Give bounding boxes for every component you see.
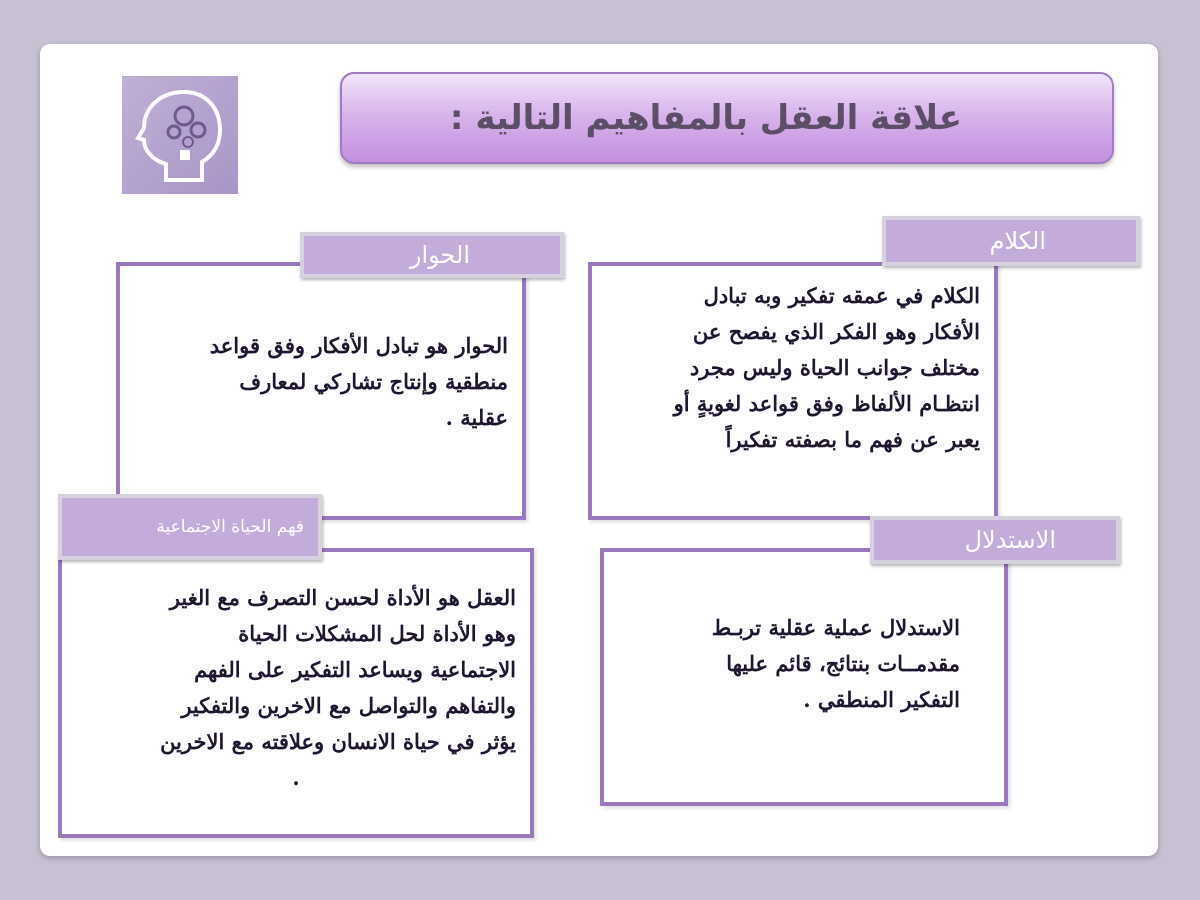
- hiwar-label: [300, 232, 564, 278]
- kalam-line: انتظـام الألفاظ وفق قواعد لغويةٍ أو: [673, 391, 980, 416]
- hayat-line: الاجتماعية ويساعد التفكير على الفهم: [194, 657, 516, 682]
- hayat-label-text: فهم الحياة الاجتماعية: [156, 517, 304, 537]
- hayat-line: العقل هو الأداة لحسن التصرف مع الغير: [169, 585, 516, 610]
- istidlal-line: مقدمــات بنتائج، قائم عليها: [726, 651, 960, 676]
- kalam-line: مختلف جوانب الحياة وليس مجرد: [689, 355, 980, 380]
- kalam-box: [588, 262, 998, 520]
- hayat-label: [58, 494, 322, 560]
- hayat-line: يؤثر في حياة الانسان وعلاقته مع الاخرين: [160, 729, 516, 754]
- hiwar-label-text: الحوار: [409, 241, 470, 269]
- hayat-line: والتفاهم والتواصل مع الاخرين والتفكير: [181, 693, 516, 718]
- kalam-line: الكلام في عمقه تفكير وبه تبادل: [703, 283, 980, 308]
- hiwar-line: عقلية .: [445, 405, 508, 430]
- istidlal-label-text: الاستدلال: [964, 526, 1056, 554]
- kalam-label-text: الكلام: [989, 227, 1046, 255]
- istidlal-line: التفكير المنطقي .: [803, 687, 960, 712]
- kalam-label: [882, 216, 1140, 266]
- istidlal-line: الاستدلال عملية عقلية تربـط: [711, 615, 960, 640]
- head-with-gears-icon-graphic: [122, 76, 238, 194]
- hayat-line: وهو الأداة لحل المشكلات الحياة: [238, 621, 516, 646]
- page-title: علاقة العقل بالمفاهيم التالية :: [449, 98, 962, 138]
- hiwar-line: منطقية وإنتاج تشاركي لمعارف: [239, 369, 508, 394]
- hayat-box: [58, 548, 534, 838]
- istidlal-box: [600, 548, 1008, 806]
- kalam-line: الأفكار وهو الفكر الذي يفصح عن: [692, 319, 980, 344]
- kalam-line: يعبر عن فهم ما بصفته تفكيراً: [725, 427, 980, 452]
- hayat-line: .: [292, 765, 300, 790]
- head-with-gears-icon: [122, 76, 238, 194]
- title-banner: [340, 72, 1114, 164]
- istidlal-label: [870, 516, 1120, 564]
- hiwar-box: [116, 262, 526, 520]
- hiwar-line: الحوار هو تبادل الأفكار وفق قواعد: [209, 333, 508, 358]
